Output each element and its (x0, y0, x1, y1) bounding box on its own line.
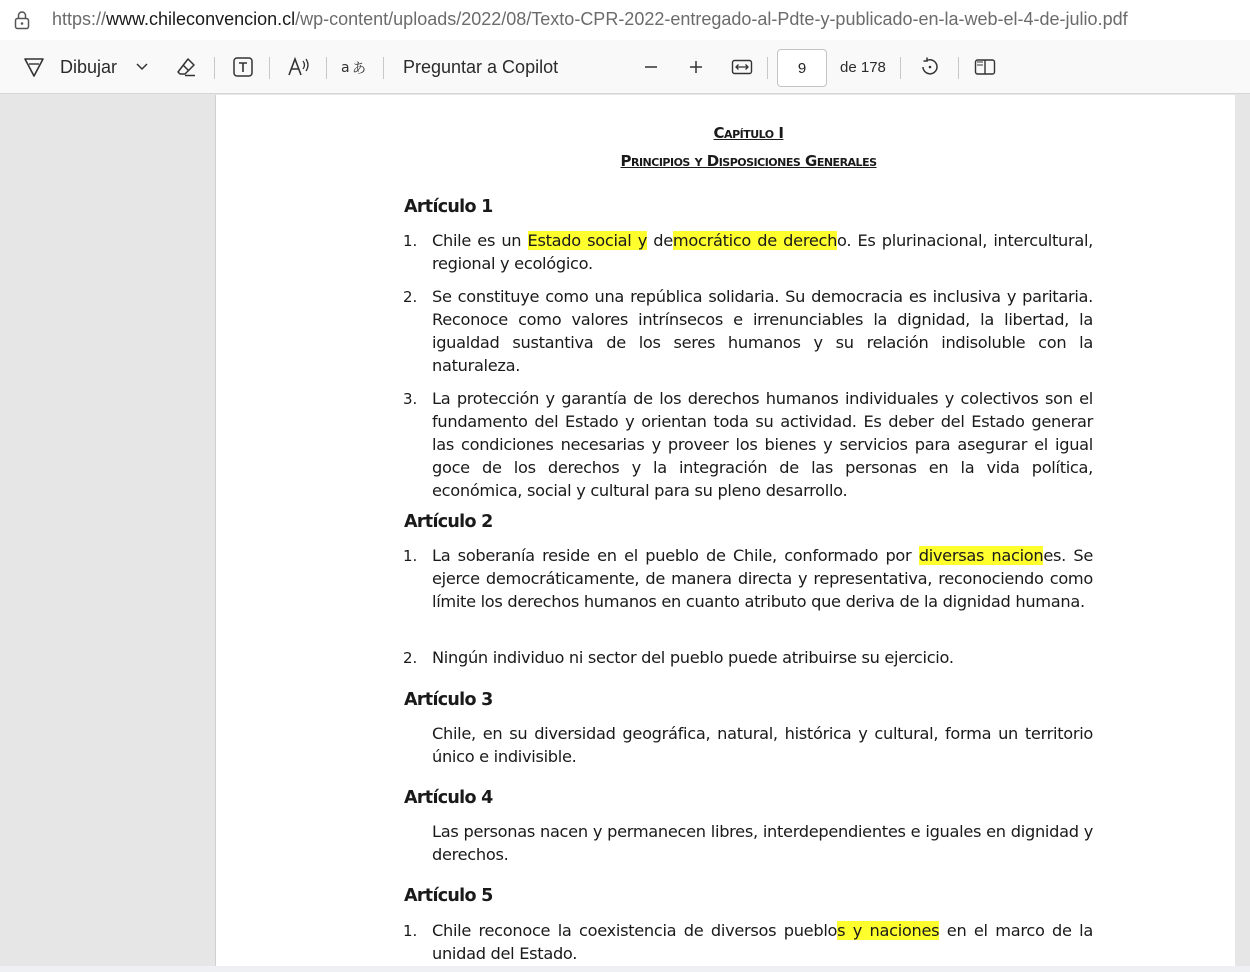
page-number-input[interactable]: 9 (777, 49, 827, 87)
status-strip (0, 966, 1250, 972)
ask-copilot-button[interactable]: Preguntar a Copilot (403, 56, 559, 77)
document-content (216, 95, 1236, 972)
item-number: 2. (403, 649, 418, 667)
highlight: s y naciones (837, 921, 940, 940)
text-box-icon[interactable] (231, 40, 255, 94)
article-1-item-3: La protección y garantía de los derechos humanos individuales y colectivos son el fundamento del Estado y orientan toda su actividad. Es deber del Estado generar las condiciones necesarias y proveer los bienes y servicios para asegurar el igual goce de los derechos y la integración de las personas en la vida política, económica, social y cultural para su pleno desarrollo. (432, 389, 1093, 500)
article-1-item-1: Chile es un Estado social y democrático de derecho. Es plurinacional, intercultural, regional y ecológico. (432, 231, 1094, 273)
toolbar-divider (269, 57, 270, 79)
toolbar-divider (767, 57, 768, 79)
url-host: www.chileconvencion.cl (106, 9, 296, 29)
address-bar (0, 0, 1250, 40)
highlight: Estado social y (527, 231, 648, 250)
toolbar-divider (958, 57, 959, 79)
page-count: de 178 (840, 58, 886, 76)
svg-text:a: a (341, 60, 350, 76)
zoom-in-icon[interactable] (686, 40, 706, 94)
highlight: mocrático de derech (672, 231, 838, 250)
item-number: 1. (403, 232, 418, 250)
page-view-icon[interactable] (973, 40, 997, 94)
pdf-toolbar (0, 40, 1250, 94)
url-path: /wp-content/uploads/2022/08/Texto-CPR-2022-entregado-al-Pdte-y-publicado-en-la-web-el-4-de-julio.pdf (295, 9, 1128, 29)
article-1-heading: Artículo 1 (404, 197, 493, 217)
article-2-heading: Artículo 2 (404, 512, 493, 532)
highlight: diversas nacion (918, 546, 1044, 565)
draw-icon[interactable] (22, 40, 46, 94)
pdf-page (215, 95, 1235, 972)
eraser-icon[interactable] (174, 40, 198, 94)
left-gutter (0, 95, 215, 972)
rotate-icon[interactable] (918, 40, 942, 94)
chapter-subtitle: Principios y Disposiciones Generales (620, 152, 877, 170)
right-gutter (1235, 95, 1250, 972)
article-4-text: Las personas nacen y permanecen libres, interdependientes e iguales en dignidad y derechos. (432, 822, 1093, 864)
article-3-heading: Artículo 3 (404, 690, 493, 710)
item-number: 3. (403, 390, 418, 408)
zoom-out-icon[interactable] (641, 40, 661, 94)
chapter-title: Capítulo I (713, 124, 784, 142)
item-number: 2. (403, 288, 418, 306)
fit-to-width-icon[interactable] (730, 40, 754, 94)
svg-text:あ: あ (352, 61, 366, 77)
toolbar-divider (383, 57, 384, 79)
toolbar-divider (326, 57, 327, 79)
url-prefix: https:// (52, 9, 107, 29)
article-5-heading: Artículo 5 (404, 886, 493, 906)
article-1-item-2: Se constituye como una república solidaria. Su democracia es inclusiva y paritaria. Reconoce como valores intrínsecos e irrenunciables la dignidad, la libertad, la igualdad sustantiva de los seres humanos y su relación indisoluble con la naturaleza. (432, 287, 1093, 375)
lock-icon[interactable] (14, 10, 30, 30)
article-4-heading: Artículo 4 (404, 788, 493, 808)
chevron-down-icon[interactable] (133, 40, 151, 94)
article-2-item-2: Ningún individuo ni sector del pueblo puede atribuirse su ejercicio. (432, 648, 954, 667)
translate-icon[interactable] (341, 40, 367, 94)
draw-button[interactable]: Dibujar (60, 56, 118, 77)
toolbar-divider (900, 57, 901, 79)
article-5-item-1: Chile reconoce la coexistencia de diversos pueblos y naciones en el marco de la unidad del Estado. (432, 921, 1093, 963)
read-aloud-icon[interactable] (287, 40, 313, 94)
item-number: 1. (403, 547, 418, 565)
item-number: 1. (403, 922, 418, 940)
toolbar-divider (214, 57, 215, 79)
article-3-text: Chile, en su diversidad geográfica, natural, histórica y cultural, forma un territorio único e indivisible. (432, 724, 1093, 766)
article-2-item-1: La soberanía reside en el pueblo de Chile, conformado por diversas naciones. Se ejerce democráticamente, de manera directa y representativa, reconociendo como límite los derechos humanos en cuanto atributo que deriva de la dignidad humana. (432, 546, 1093, 611)
url-field[interactable] (52, 9, 1128, 30)
